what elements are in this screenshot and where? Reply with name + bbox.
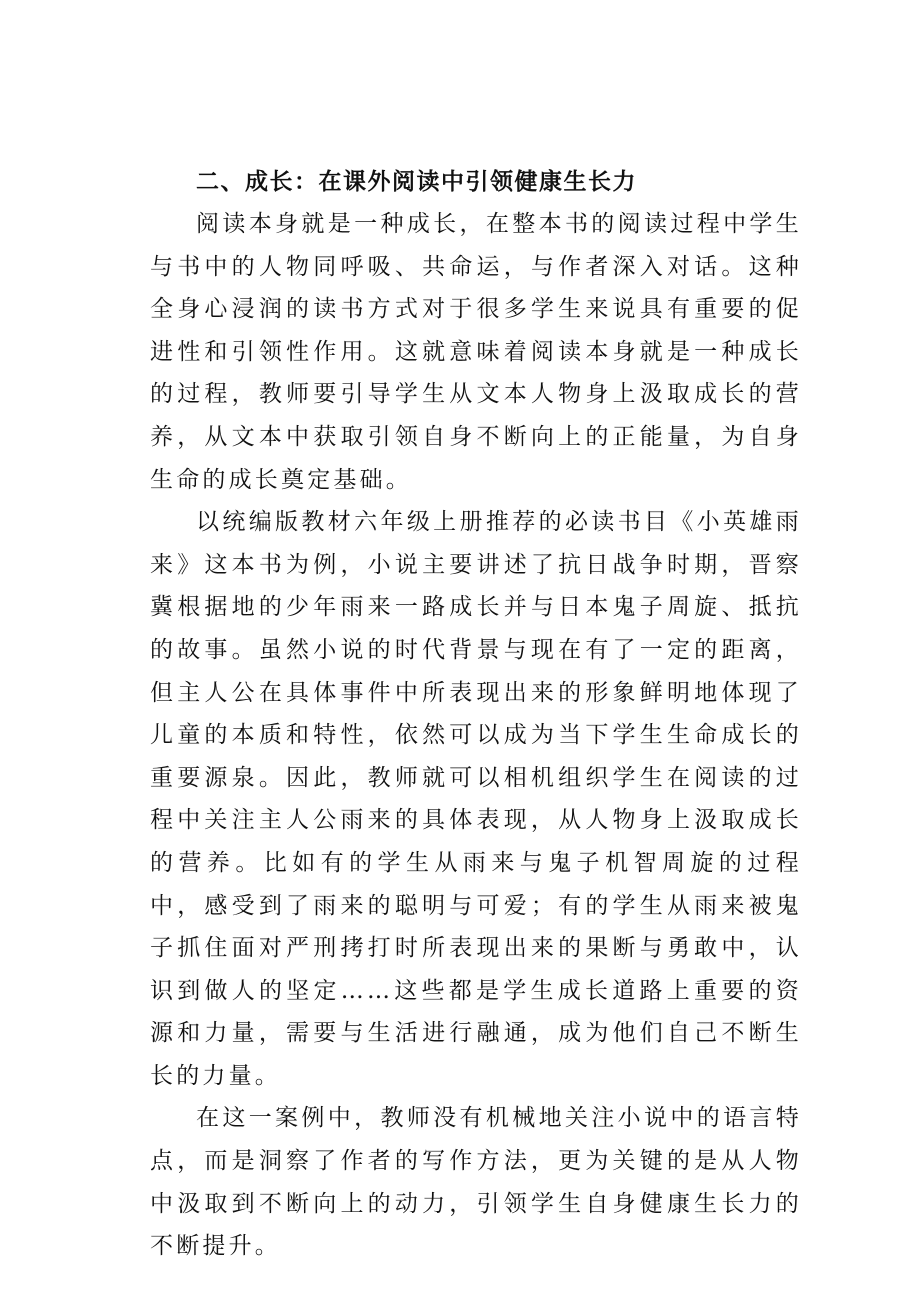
paragraph-example-yulai: 以统编版教材六年级上册推荐的必读书目《小英雄雨来》这本书为例，小说主要讲述了抗日战争时期，晋察冀根据地的少年雨来一路成长并与日本鬼子周旋、抵抗的故事。虽然小说的时代背景与现在有了一定的距离，但主人公在具体事件中所表现出来的形象鲜明地体现了儿童的本质和特性，依然可以成为当下学生生命成长的重要源泉。因此，教师就可以相机组织学生在阅读的过程中关注主人公雨来的具体表现，从人物身上汲取成长的营养。比如有的学生从雨来与鬼子机智周旋的过程中，感受到了雨来的聪明与可爱；有的学生从雨来被鬼子抓住面对严刑拷打时所表现出来的果断与勇敢中，认识到做人的坚定……这些都是学生成长道路上重要的资源和力量，需要与生活进行融通，成为他们自己不断生长的力量。 bbox=[150, 509, 802, 1089]
document-body bbox=[150, 162, 802, 1268]
paragraph-reading-growth: 阅读本身就是一种成长，在整本书的阅读过程中学生与书中的人物同呼吸、共命运，与作者深入对话。这种全身心浸润的读书方式对于很多学生来说具有重要的促进性和引领性作用。这就意味着阅读本身就是一种成长的过程，教师要引导学生从文本人物身上汲取成长的营养，从文本中获取引领自身不断向上的正能量，为自身生命的成长奠定基础。 bbox=[150, 211, 802, 493]
paragraph-case-summary: 在这一案例中，教师没有机械地关注小说中的语言特点，而是洞察了作者的写作方法，更为关键的是从人物中汲取到不断向上的动力，引领学生自身健康生长力的不断提升。 bbox=[150, 1105, 802, 1260]
section-heading: 二、成长：在课外阅读中引领健康生长力 bbox=[196, 169, 637, 195]
